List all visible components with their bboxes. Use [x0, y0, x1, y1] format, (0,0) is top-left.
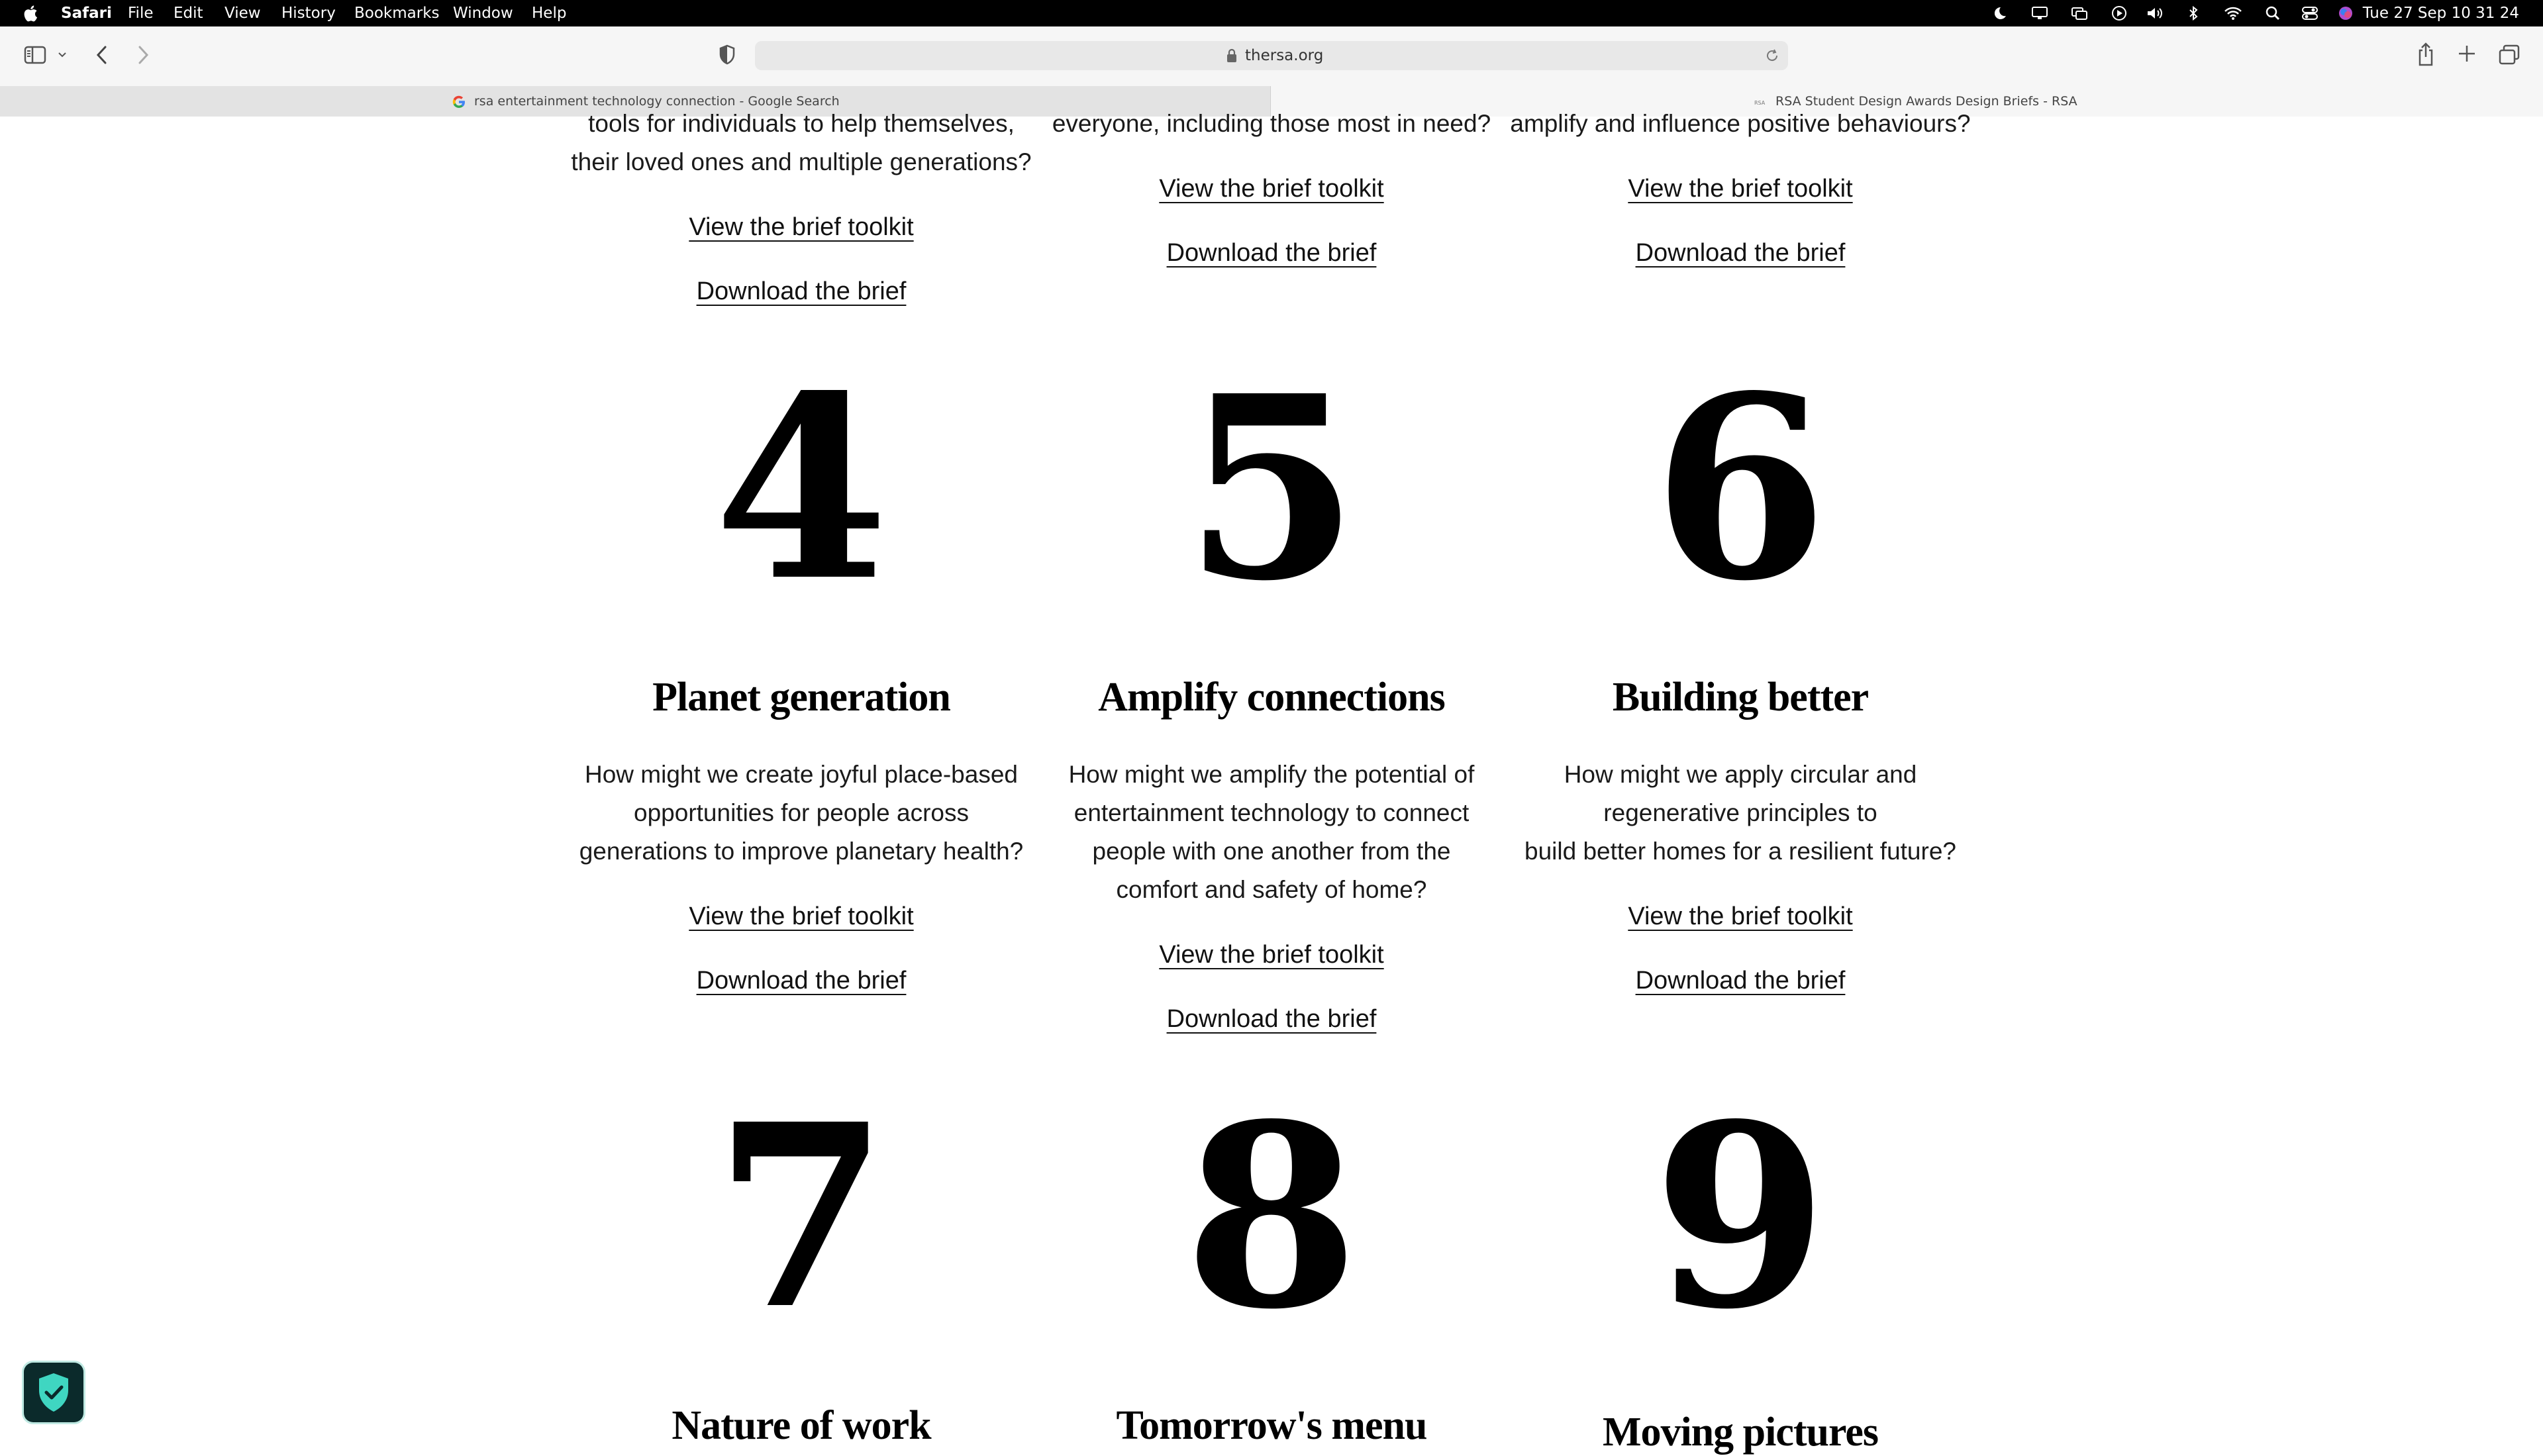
new-tab-icon[interactable] [2457, 44, 2477, 64]
view-toolkit-link[interactable]: View the brief toolkit [689, 902, 914, 930]
brief-6-body [1509, 755, 1972, 995]
control-center-icon[interactable] [2301, 5, 2319, 21]
brief-title: Tomorrow's menu [1116, 1403, 1427, 1448]
brief-description-line: How might we create joyful place-based [585, 761, 1018, 788]
privacy-shield-icon[interactable] [718, 44, 736, 66]
brief-description-line: How might we amplify the potential of [1068, 761, 1475, 788]
download-brief-link[interactable]: Download the brief [696, 967, 907, 995]
brief-title: Nature of work [672, 1403, 931, 1448]
menu-history[interactable]: History [281, 5, 336, 22]
brief-title: Planet generation [652, 675, 950, 720]
brief-description-line: How might we apply circular and [1564, 761, 1917, 788]
tab-title: RSA Student Design Awards Design Briefs - RSA [1775, 94, 2077, 109]
brief-description-line: people with one another from the [1092, 838, 1451, 865]
screen-mirror-icon[interactable] [2070, 5, 2089, 21]
brief-1-tail [570, 105, 1033, 306]
menubar-clock[interactable]: Tue 27 Sep 10 31 24 [2362, 5, 2519, 22]
brief-title: Amplify connections [1098, 675, 1445, 720]
google-icon [452, 95, 466, 109]
bluetooth-icon[interactable] [2184, 5, 2203, 21]
brief-description-line: generations to improve planetary health? [579, 838, 1024, 865]
brief-description-line: regenerative principles to [1603, 799, 1877, 826]
view-toolkit-link[interactable]: View the brief toolkit [1159, 175, 1384, 203]
svg-text:RSA: RSA [1754, 100, 1766, 106]
brief-5-body [1040, 755, 1503, 1034]
brief-description-line: build better homes for a resilient future? [1524, 838, 1956, 865]
brief-number: 6 [1652, 340, 1828, 636]
menu-bookmarks[interactable]: Bookmarks [354, 5, 440, 22]
brief-number: 8 [1183, 1069, 1360, 1365]
page-content [0, 110, 2543, 1455]
reload-icon[interactable] [1764, 48, 1780, 64]
brief-description-line: entertainment technology to connect [1073, 799, 1470, 826]
brief-2-tail [1040, 105, 1503, 267]
menu-app-name[interactable]: Safari [61, 5, 112, 22]
back-icon[interactable] [94, 44, 110, 66]
download-brief-link[interactable]: Download the brief [1166, 1005, 1377, 1033]
download-brief-link[interactable]: Download the brief [1166, 239, 1377, 267]
apple-logo-icon[interactable] [21, 3, 41, 24]
view-toolkit-link[interactable]: View the brief toolkit [1628, 175, 1853, 203]
moon-icon[interactable] [1989, 5, 2008, 21]
privacy-extension-button[interactable] [24, 1363, 83, 1422]
address-bar[interactable] [755, 41, 1788, 70]
brief-description-line: comfort and safety of home? [1116, 876, 1427, 903]
display-icon[interactable] [2030, 5, 2049, 21]
menu-bar [0, 0, 2543, 26]
menu-help[interactable]: Help [532, 5, 567, 22]
spotlight-icon[interactable] [2264, 5, 2282, 21]
view-toolkit-link[interactable]: View the brief toolkit [689, 213, 914, 241]
brief-number: 9 [1652, 1069, 1828, 1365]
brief-number: 5 [1183, 340, 1360, 636]
view-toolkit-link[interactable]: View the brief toolkit [1628, 902, 1853, 930]
lock-icon [1226, 48, 1237, 63]
download-brief-link[interactable]: Download the brief [696, 277, 907, 305]
shield-check-icon [34, 1371, 74, 1414]
brief-title: Moving pictures [1602, 1410, 1879, 1455]
menu-view[interactable]: View [224, 5, 261, 22]
download-brief-link[interactable]: Download the brief [1635, 239, 1846, 267]
view-toolkit-link[interactable]: View the brief toolkit [1159, 941, 1384, 969]
menu-window[interactable]: Window [453, 5, 513, 22]
menu-edit[interactable]: Edit [174, 5, 203, 22]
url-text[interactable]: thersa.org [1245, 47, 1324, 64]
forward-icon[interactable] [135, 44, 151, 66]
brief-description-line: amplify and influence positive behaviours? [1510, 110, 1971, 137]
tab-overview-icon[interactable] [2498, 44, 2520, 66]
brief-description-line: tools for individuals to help themselves, [588, 110, 1015, 137]
brief-description-line: opportunities for people across [634, 799, 969, 826]
siri-icon[interactable] [2336, 5, 2355, 21]
brief-number: 4 [713, 340, 889, 636]
tab-title: rsa entertainment technology connection - Google Search [474, 94, 840, 109]
brief-title: Building better [1612, 675, 1869, 720]
download-brief-link[interactable]: Download the brief [1635, 967, 1846, 995]
volume-icon[interactable] [2146, 5, 2164, 21]
play-icon[interactable] [2110, 5, 2128, 21]
chevron-down-icon[interactable] [57, 50, 68, 60]
brief-4-body [570, 755, 1033, 995]
brief-description-line: their loved ones and multiple generations? [571, 148, 1032, 175]
menu-file[interactable]: File [128, 5, 154, 22]
brief-3-tail [1509, 105, 1972, 267]
brief-description-line: everyone, including those most in need? [1052, 110, 1491, 137]
wifi-icon[interactable] [2224, 5, 2242, 21]
share-icon[interactable] [2416, 41, 2436, 68]
sidebar-toggle-icon[interactable] [24, 45, 48, 65]
brief-number: 7 [713, 1069, 889, 1365]
